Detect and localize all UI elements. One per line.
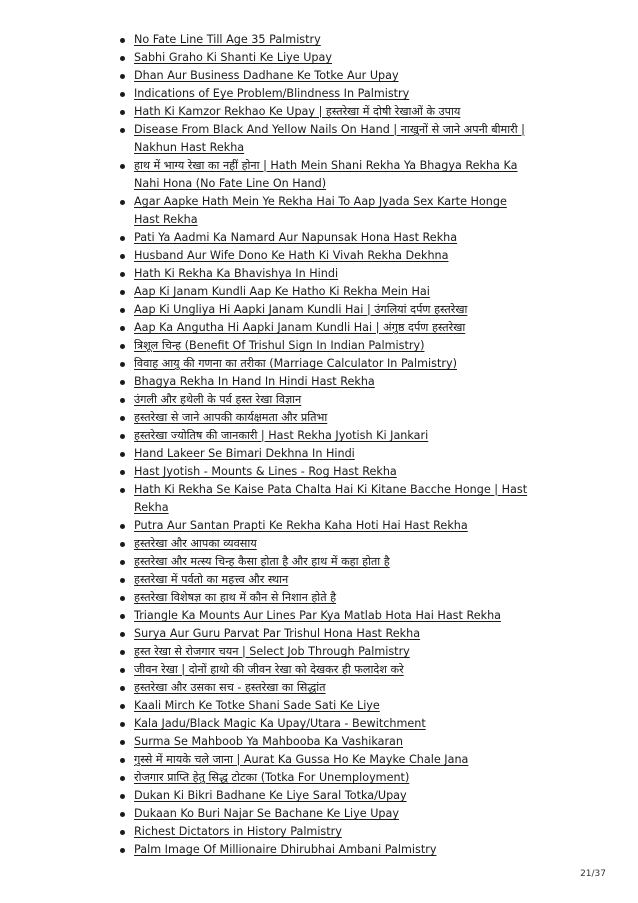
bullet-icon bbox=[120, 110, 125, 115]
article-link[interactable]: Aap Ka Angutha Hi Aapki Janam Kundli Hai | अंगुष्ठ दर्पण हस्तरेखा bbox=[134, 321, 466, 334]
article-link[interactable]: हस्तरेखा और मत्स्य चिन्ह कैसा होता है और हाथ में कहा होता है bbox=[134, 555, 390, 568]
bullet-icon bbox=[120, 326, 125, 331]
article-link[interactable]: Agar Aapke Hath Mein Ye Rekha Hai To Aap Jyada Sex Karte Honge Hast Rekha bbox=[134, 195, 507, 226]
article-link[interactable]: Pati Ya Aadmi Ka Namard Aur Napunsak Hona Hast Rekha bbox=[134, 231, 458, 244]
bullet-icon bbox=[120, 344, 125, 349]
bullet-icon bbox=[120, 380, 125, 385]
bullet-icon bbox=[120, 434, 125, 439]
page-number: 21/37 bbox=[580, 869, 606, 879]
list-item bbox=[120, 553, 530, 571]
article-link[interactable]: जीवन रेखा | दोनों हाथो की जीवन रेखा को देखकर ही फलादेश करे bbox=[134, 663, 404, 676]
article-link[interactable]: Indications of Eye Problem/Blindness In Palmistry bbox=[134, 87, 410, 100]
list-item bbox=[120, 427, 530, 445]
bullet-icon bbox=[120, 200, 125, 205]
article-link[interactable]: रोजगार प्राप्ति हेतु सिद्ध टोटका (Totka For Unemployment) bbox=[134, 771, 410, 784]
list-item bbox=[120, 49, 530, 67]
bullet-icon bbox=[120, 704, 125, 709]
bullet-icon bbox=[120, 524, 125, 529]
article-link[interactable]: Hath Ki Rekha Se Kaise Pata Chalta Hai Ki Kitane Bacche Honge | Hast Rekha bbox=[134, 483, 528, 514]
article-link[interactable]: हाथ में भाग्य रेखा का नहीं होना | Hath Mein Shani Rekha Ya Bhagya Rekha Ka Nahi Hona (No Fate Line On Hand) bbox=[134, 159, 518, 190]
list-item bbox=[120, 229, 530, 247]
bullet-icon bbox=[120, 686, 125, 691]
bullet-icon bbox=[120, 308, 125, 313]
bullet-icon bbox=[120, 722, 125, 727]
article-link[interactable]: Sabhi Graho Ki Shanti Ke Liye Upay bbox=[134, 51, 333, 64]
article-link[interactable]: Dukan Ki Bikri Badhane Ke Liye Saral Totka/Upay bbox=[134, 789, 407, 802]
bullet-icon bbox=[120, 452, 125, 457]
bullet-icon bbox=[120, 416, 125, 421]
list-item bbox=[120, 157, 530, 193]
bullet-icon bbox=[120, 776, 125, 781]
list-item bbox=[120, 625, 530, 643]
article-link[interactable]: Dukaan Ko Buri Najar Se Bachane Ke Liye Upay bbox=[134, 807, 399, 820]
bullet-icon bbox=[120, 542, 125, 547]
list-item bbox=[120, 103, 530, 121]
bullet-icon bbox=[120, 830, 125, 835]
list-item bbox=[120, 391, 530, 409]
article-link[interactable]: Hath Ki Rekha Ka Bhavishya In Hindi bbox=[134, 267, 339, 280]
list-item bbox=[120, 319, 530, 337]
list-item bbox=[120, 517, 530, 535]
article-link[interactable]: हस्तरेखा और आपका व्यवसाय bbox=[134, 537, 257, 550]
article-link[interactable]: Aap Ki Janam Kundli Aap Ke Hatho Ki Rekha Mein Hai bbox=[134, 285, 430, 298]
bullet-icon bbox=[120, 290, 125, 295]
bullet-icon bbox=[120, 398, 125, 403]
bullet-icon bbox=[120, 560, 125, 565]
bullet-icon bbox=[120, 56, 125, 61]
bullet-icon bbox=[120, 632, 125, 637]
bullet-icon bbox=[120, 236, 125, 241]
list-item bbox=[120, 751, 530, 769]
list-item bbox=[120, 481, 530, 517]
list-item bbox=[120, 283, 530, 301]
list-item bbox=[120, 337, 530, 355]
article-link[interactable]: त्रिशूल चिन्ह (Benefit Of Trishul Sign In Indian Palmistry) bbox=[134, 339, 425, 352]
article-link[interactable]: Aap Ki Ungliya Hi Aapki Janam Kundli Hai | उंगलियां दर्पण हस्तरेखा bbox=[134, 303, 468, 316]
bullet-icon bbox=[120, 758, 125, 763]
bullet-icon bbox=[120, 740, 125, 745]
bullet-icon bbox=[120, 92, 125, 97]
article-link[interactable]: Surma Se Mahboob Ya Mahbooba Ka Vashikaran bbox=[134, 735, 403, 748]
list-item bbox=[120, 31, 530, 49]
bullet-icon bbox=[120, 488, 125, 493]
list-item bbox=[120, 409, 530, 427]
list-item bbox=[120, 265, 530, 283]
list-item bbox=[120, 121, 530, 157]
list-item bbox=[120, 535, 530, 553]
article-link[interactable]: Hand Lakeer Se Bimari Dekhna In Hindi bbox=[134, 447, 355, 460]
bullet-icon bbox=[120, 848, 125, 853]
bullet-icon bbox=[120, 470, 125, 475]
list-item bbox=[120, 193, 530, 229]
article-link[interactable]: हस्तरेखा में पर्वतो का महत्त्व और स्थान bbox=[134, 573, 289, 586]
bullet-icon bbox=[120, 164, 125, 169]
article-link[interactable]: Dhan Aur Business Dadhane Ke Totke Aur Upay bbox=[134, 69, 399, 82]
list-item bbox=[120, 571, 530, 589]
article-link[interactable]: विवाह आयु की गणना का तरीका (Marriage Calculator In Palmistry) bbox=[134, 357, 457, 370]
list-item bbox=[120, 463, 530, 481]
list-item bbox=[120, 679, 530, 697]
article-link[interactable]: Triangle Ka Mounts Aur Lines Par Kya Matlab Hota Hai Hast Rekha bbox=[134, 609, 502, 622]
bullet-icon bbox=[120, 650, 125, 655]
article-link[interactable]: Disease From Black And Yellow Nails On Hand | नाखुनों से जाने अपनी बीमारी | Nakhun Hast Rekha bbox=[134, 123, 525, 154]
list-item bbox=[120, 607, 530, 625]
list-item bbox=[120, 823, 530, 841]
article-link[interactable]: Hast Jyotish - Mounts & Lines - Rog Hast Rekha bbox=[134, 465, 397, 478]
list-item bbox=[120, 67, 530, 85]
article-link[interactable]: हस्तरेखा से जाने आपकी कार्यक्षमता और प्रतिभा bbox=[134, 411, 328, 424]
list-item bbox=[120, 787, 530, 805]
article-link[interactable]: Putra Aur Santan Prapti Ke Rekha Kaha Hoti Hai Hast Rekha bbox=[134, 519, 468, 532]
bullet-icon bbox=[120, 596, 125, 601]
article-link[interactable]: Bhagya Rekha In Hand In Hindi Hast Rekha bbox=[134, 375, 375, 388]
list-item bbox=[120, 697, 530, 715]
article-link[interactable]: हस्तरेखा विशेषज्ञ का हाथ में कौन से निशान होते है bbox=[134, 591, 337, 604]
list-item bbox=[120, 373, 530, 391]
article-link[interactable]: Hath Ki Kamzor Rekhao Ke Upay | हस्तरेखा में दोषी रेखाओं के उपाय bbox=[134, 105, 461, 118]
bullet-icon bbox=[120, 128, 125, 133]
bullet-icon bbox=[120, 794, 125, 799]
list-item bbox=[120, 643, 530, 661]
article-link[interactable]: गुस्से में मायके चले जाना | Aurat Ka Gussa Ho Ke Mayke Chale Jana bbox=[134, 753, 469, 766]
article-link[interactable]: उंगली और हथेली के पर्व हस्त रेखा विज्ञान bbox=[134, 393, 302, 406]
bullet-icon bbox=[120, 38, 125, 43]
list-item bbox=[120, 85, 530, 103]
bullet-icon bbox=[120, 74, 125, 79]
list-item bbox=[120, 301, 530, 319]
list-item bbox=[120, 805, 530, 823]
article-link[interactable]: Kaali Mirch Ke Totke Shani Sade Sati Ke Liye bbox=[134, 699, 380, 712]
list-item bbox=[120, 445, 530, 463]
article-link[interactable]: Palm Image Of Millionaire Dhirubhai Ambani Palmistry bbox=[134, 843, 437, 856]
bullet-icon bbox=[120, 668, 125, 673]
article-link[interactable]: हस्त रेखा से रोजगार चयन | Select Job Through Palmistry bbox=[134, 645, 410, 658]
bullet-icon bbox=[120, 272, 125, 277]
list-item bbox=[120, 769, 530, 787]
bullet-icon bbox=[120, 362, 125, 367]
article-link[interactable]: हस्तरेखा ज्योतिष की जानकारी | Hast Rekha Jyotish Ki Jankari bbox=[134, 429, 429, 442]
article-link[interactable]: Richest Dictators in History Palmistry bbox=[134, 825, 342, 838]
link-list bbox=[120, 31, 530, 859]
article-link[interactable]: No Fate Line Till Age 35 Palmistry bbox=[134, 33, 321, 46]
article-link[interactable]: Surya Aur Guru Parvat Par Trishul Hona Hast Rekha bbox=[134, 627, 421, 640]
bullet-icon bbox=[120, 614, 125, 619]
bullet-icon bbox=[120, 812, 125, 817]
list-item bbox=[120, 715, 530, 733]
bullet-icon bbox=[120, 254, 125, 259]
list-item bbox=[120, 841, 530, 859]
list-item bbox=[120, 733, 530, 751]
article-link[interactable]: Husband Aur Wife Dono Ke Hath Ki Vivah Rekha Dekhna bbox=[134, 249, 449, 262]
list-item bbox=[120, 355, 530, 373]
bullet-icon bbox=[120, 578, 125, 583]
list-item bbox=[120, 247, 530, 265]
article-link[interactable]: Kala Jadu/Black Magic Ka Upay/Utara - Bewitchment bbox=[134, 717, 426, 730]
article-link[interactable]: हस्तरेखा और उसका सच - हस्तरेखा का सिद्धांत bbox=[134, 681, 326, 694]
list-item bbox=[120, 589, 530, 607]
list-item bbox=[120, 661, 530, 679]
